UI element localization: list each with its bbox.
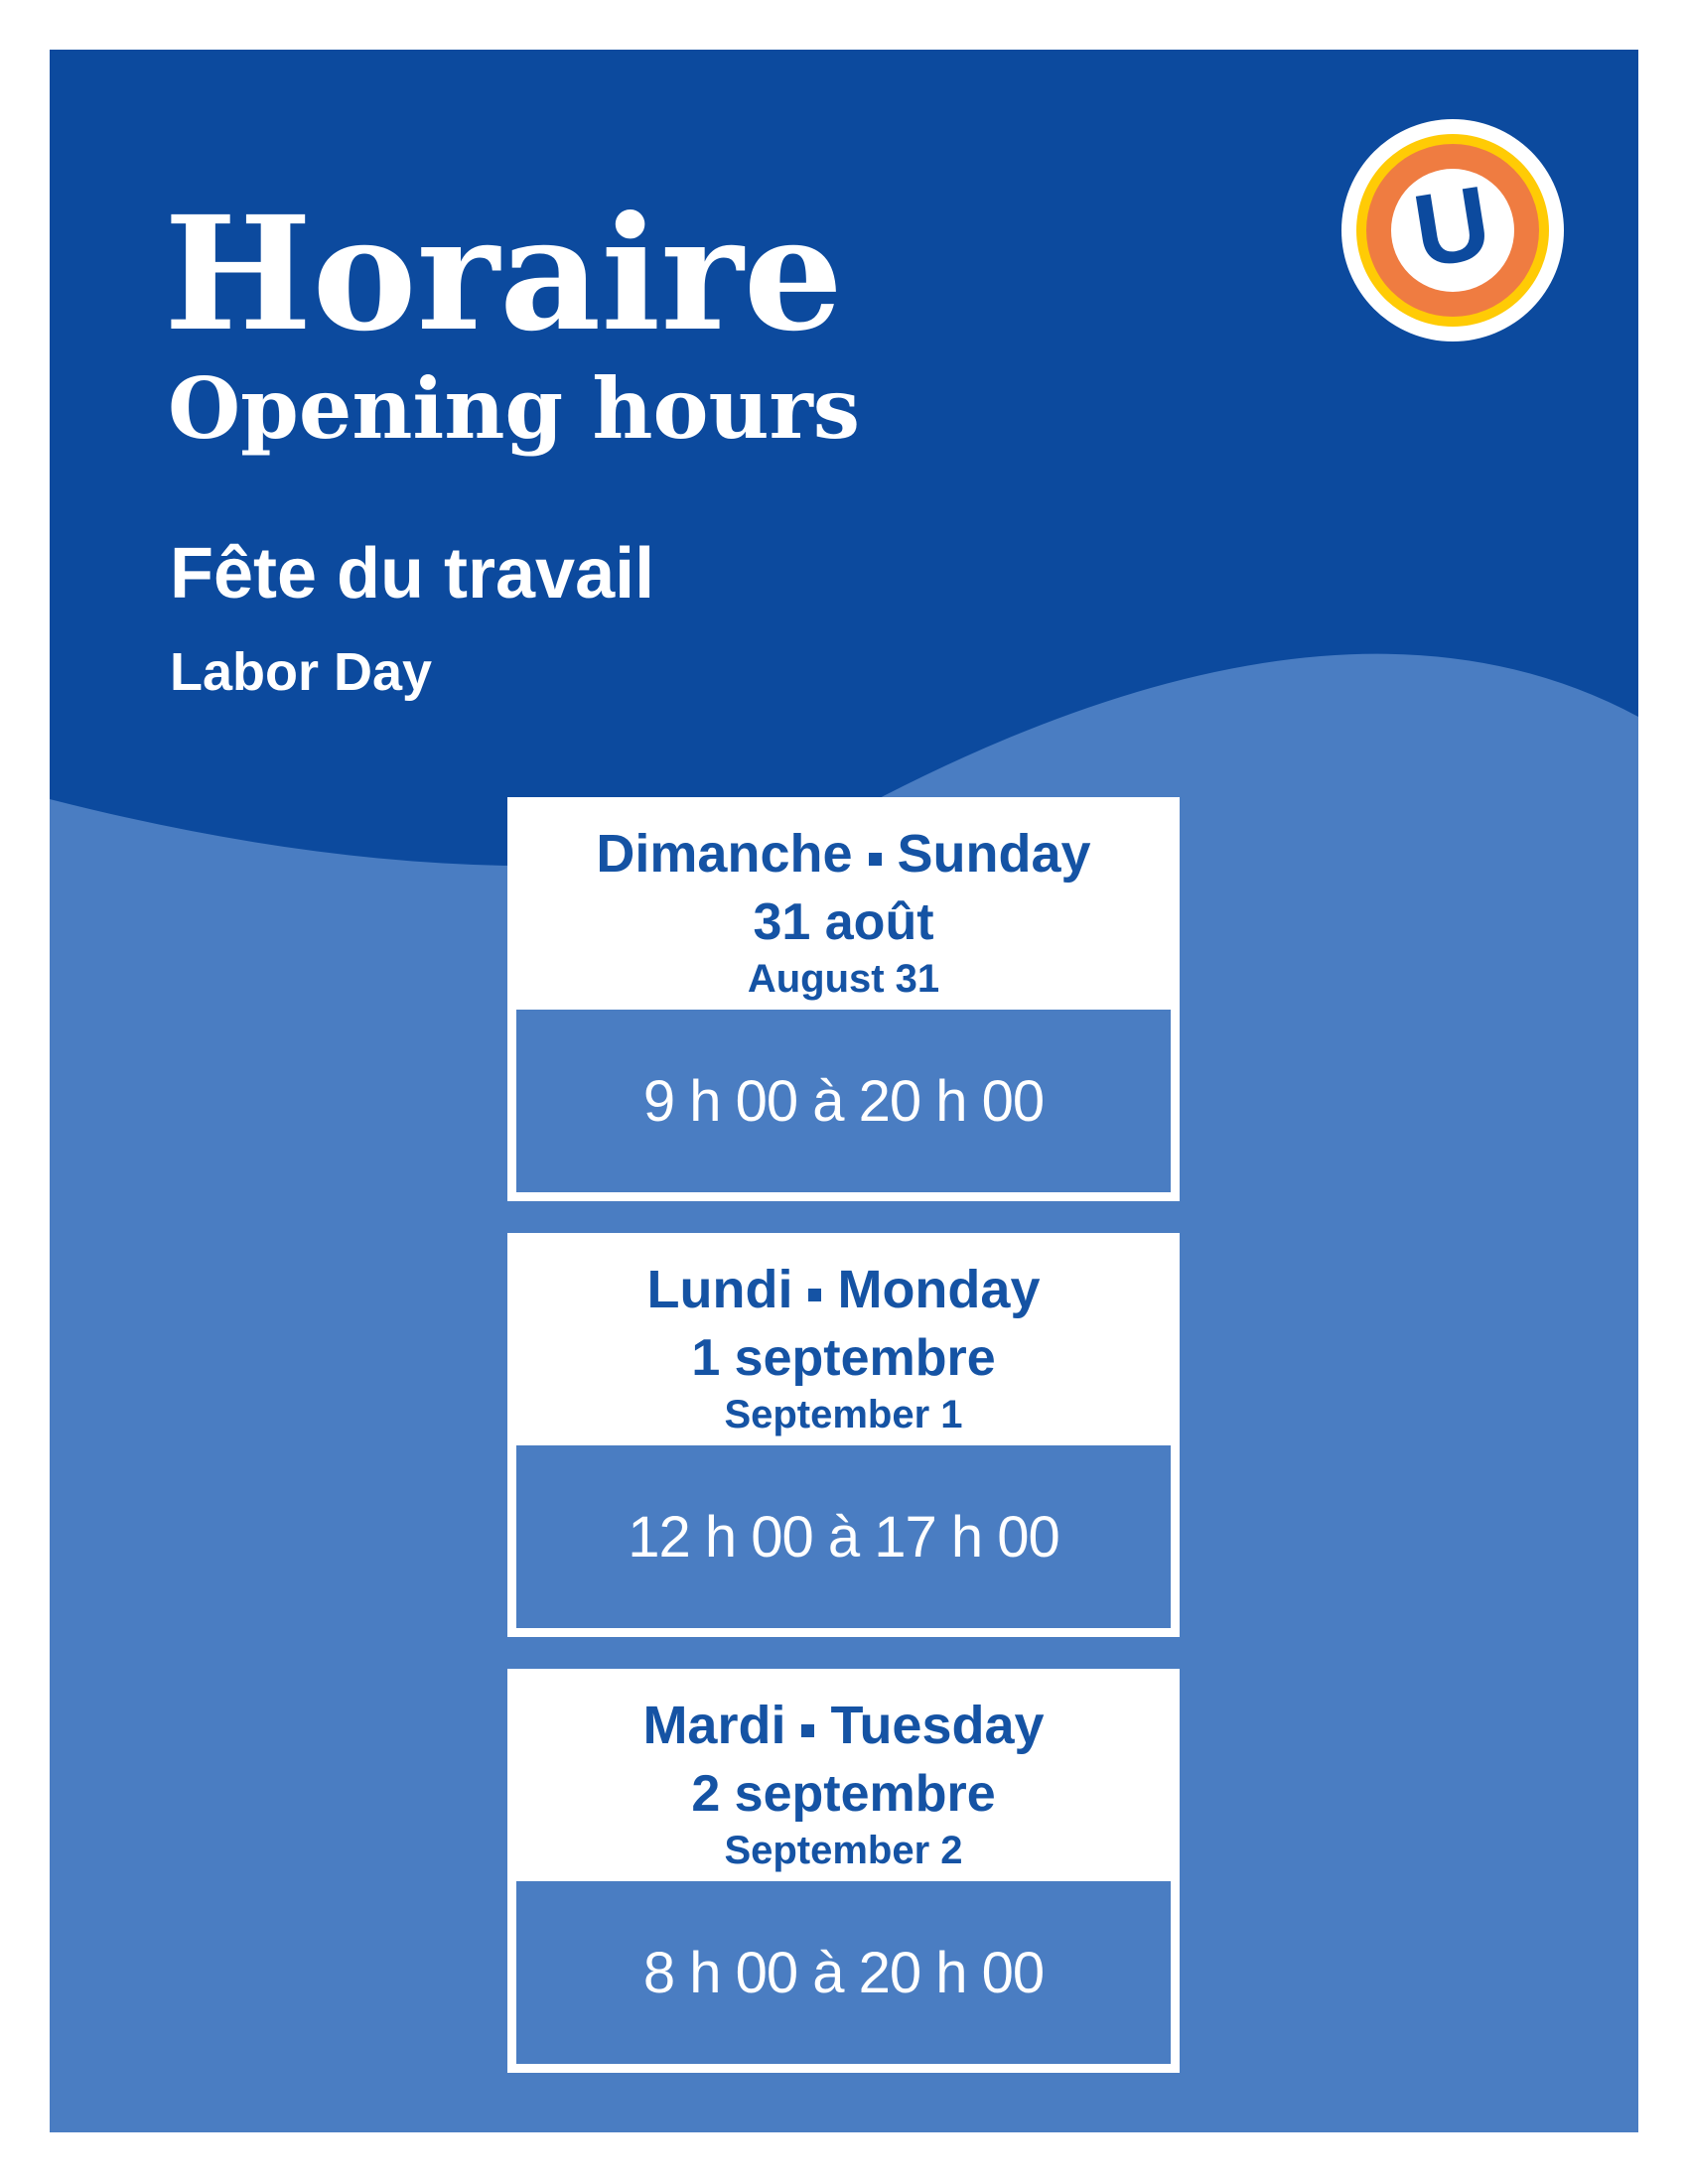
poster-background (50, 50, 1638, 2132)
day-name-english: Sunday (897, 824, 1091, 884)
separator-square-icon (808, 1289, 821, 1301)
opening-hours-value: 9 h 00 à 20 h 00 (642, 1068, 1045, 1134)
opening-hours-value: 12 h 00 à 17 h 00 (628, 1504, 1059, 1570)
date-french: 2 septembre (691, 1765, 996, 1824)
day-name-french: Lundi (646, 1260, 793, 1319)
date-french: 31 août (753, 893, 934, 952)
logo-u-letter: U (1406, 164, 1498, 291)
hours-box (516, 1445, 1171, 1628)
title-english: Opening hours (168, 359, 861, 458)
opening-hours-value: 8 h 00 à 20 h 00 (642, 1940, 1045, 2005)
event-name-english: Labor Day (170, 642, 433, 702)
day-name-french: Mardi (642, 1696, 786, 1755)
hours-box (516, 1881, 1171, 2064)
schedule-card-monday (507, 1233, 1180, 1637)
hours-box (516, 1010, 1171, 1192)
schedule-card-sunday (507, 797, 1180, 1201)
date-french: 1 septembre (691, 1329, 996, 1388)
separator-square-icon (869, 853, 882, 866)
day-name-english: Monday (837, 1260, 1041, 1319)
event-name-french: Fête du travail (170, 534, 655, 614)
day-name-french: Dimanche (596, 824, 853, 884)
header (164, 183, 861, 702)
day-name-english: Tuesday (830, 1696, 1045, 1755)
schedule-card-tuesday (507, 1669, 1180, 2073)
day-line (507, 1233, 1180, 1320)
brand-logo (1341, 119, 1564, 341)
title-french: Horaire (164, 183, 844, 366)
date-english: August 31 (747, 957, 940, 1002)
date-english: September 1 (724, 1393, 963, 1437)
day-line (507, 1669, 1180, 1756)
day-line (507, 797, 1180, 885)
date-english: September 2 (724, 1829, 963, 1873)
separator-square-icon (801, 1724, 814, 1737)
